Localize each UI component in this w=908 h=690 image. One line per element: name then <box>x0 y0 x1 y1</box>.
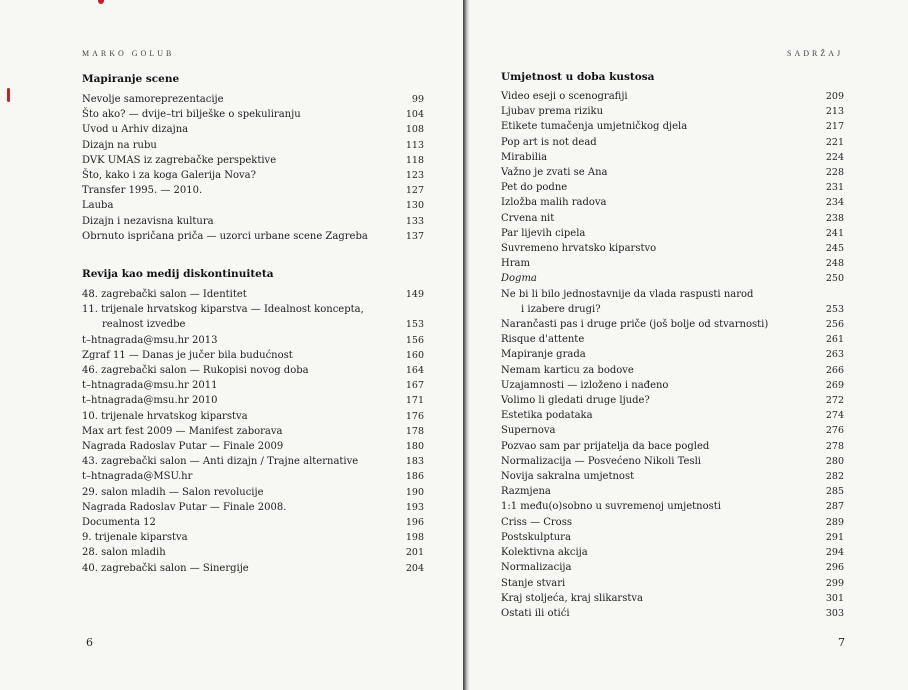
toc-entry-page-number: 209 <box>825 91 844 102</box>
toc-entry-title: Nagrada Radoslav Putar — Finale 2008. <box>82 501 287 513</box>
right-page <box>469 0 908 690</box>
toc-entry-title: Pet do podne <box>501 182 568 194</box>
toc-entry <box>82 469 424 484</box>
toc-entry <box>501 287 844 317</box>
toc-entry <box>501 515 844 530</box>
toc-entry <box>82 348 424 363</box>
toc-entry <box>82 515 424 530</box>
toc-entry-page-number: 217 <box>825 121 844 133</box>
toc-entry-page-number: 241 <box>825 227 844 239</box>
toc-entry-page-number: 190 <box>405 486 424 498</box>
toc-entry-title: Narančasti pas i druge priče (još bolje od stvarnosti) <box>501 319 769 331</box>
toc-entry <box>82 454 424 469</box>
toc-entry-page-number: 176 <box>405 410 424 422</box>
toc-entry-title: Važno je zvati se Ana <box>501 167 608 179</box>
toc-entry-page-number: 127 <box>405 185 424 197</box>
toc-entry <box>501 545 844 560</box>
toc-entry-title: Nemam karticu za bodove <box>501 364 634 376</box>
toc-entry-page-number: 164 <box>405 365 424 377</box>
toc-entry-title: Pozvao sam par prijatelja da bace pogled <box>501 440 710 452</box>
toc-entry-page-number: 167 <box>405 380 424 392</box>
toc-entry-page-number: 261 <box>825 334 844 346</box>
toc-entry-page-number: 204 <box>405 562 424 574</box>
toc-entry-page-number: 253 <box>825 303 844 315</box>
toc-entry-title: Što, kako i za koga Galerija Nova? <box>82 170 256 182</box>
toc-entry-title: Ostati ili otići <box>501 607 570 619</box>
toc-entry-page-number: 278 <box>825 440 844 452</box>
toc-entry <box>501 363 844 378</box>
toc-entry-page-number: 299 <box>825 577 844 589</box>
toc-entry-title: 28. salon mladih <box>82 547 166 559</box>
toc-entry-page-number: 248 <box>825 258 844 270</box>
toc-entry-page-number: 256 <box>825 319 844 331</box>
toc-entry-title <box>501 271 844 286</box>
toc-entry <box>82 214 424 229</box>
toc-entry <box>82 92 424 107</box>
toc-entry <box>501 271 844 286</box>
toc-entry-title: Volimo li gledati druge ljude? <box>501 395 650 407</box>
toc-entry <box>501 576 844 591</box>
toc-entry-page-number: 149 <box>405 289 424 300</box>
toc-entry <box>501 408 844 423</box>
toc-entry-page-number: 301 <box>825 592 844 604</box>
toc-entry <box>501 256 844 271</box>
toc-entry <box>501 469 844 484</box>
toc-entry <box>82 530 424 545</box>
toc-entry-title: Video eseji o scenografiji <box>501 91 628 102</box>
toc-entry-title: Uzajamnosti — izloženo i nađeno <box>501 379 669 391</box>
red-ink-mark <box>98 0 104 4</box>
toc-entry-page-number: 183 <box>405 456 424 468</box>
toc-entry <box>501 135 844 150</box>
toc-entry <box>82 198 424 213</box>
toc-entry <box>501 119 844 134</box>
toc-entry <box>82 485 424 500</box>
toc-entry <box>501 317 844 332</box>
toc-entry-page-number: 160 <box>405 349 424 361</box>
toc-entry-title: Kolektivna akcija <box>501 547 588 559</box>
toc-entry <box>82 333 424 348</box>
toc-entry-page-number: 123 <box>405 170 424 182</box>
toc-entry-title: Par lijevih cipela <box>501 227 586 239</box>
toc-entry-title: Transfer 1995. — 2010. <box>82 185 203 197</box>
toc-entry <box>82 229 424 244</box>
toc-entry-page-number: 108 <box>405 124 424 136</box>
toc-entry <box>82 424 424 439</box>
toc-entry-page-number: 250 <box>825 273 844 285</box>
toc-entry <box>501 439 844 454</box>
toc-entry <box>82 378 424 393</box>
toc-entry-title: 40. zagrebački salon — Sinergije <box>82 562 249 574</box>
toc-entry-page-number: 231 <box>825 182 844 194</box>
toc-entry <box>501 180 844 195</box>
toc-entry-page-number: 186 <box>405 471 424 483</box>
toc-entry-title: Risque d'attente <box>501 334 585 346</box>
toc-entry-page-number: 228 <box>825 167 844 179</box>
toc-entry-page-number: 276 <box>825 425 844 437</box>
toc-entry <box>82 561 424 576</box>
toc-entry <box>501 89 844 104</box>
toc-entry-title: DVK UMAS iz zagrebačke perspektive <box>82 154 277 166</box>
toc-entry <box>82 500 424 515</box>
section-title: Mapiranje scene <box>82 73 180 85</box>
toc-entry-page-number: 201 <box>405 547 424 559</box>
toc-entry-title-text: Dogma <box>501 273 537 285</box>
toc-entry-page-number: 282 <box>825 471 844 483</box>
toc-entry-page-number: 234 <box>825 197 844 209</box>
toc-entry <box>501 454 844 469</box>
toc-entry-title: Izložba malih radova <box>501 197 607 209</box>
toc-entry <box>501 226 844 241</box>
toc-entry-page-number: 294 <box>825 547 844 559</box>
toc-entry-title: Hram <box>501 258 530 270</box>
toc-entry <box>82 409 424 424</box>
toc-entry-page-number: 180 <box>405 441 424 453</box>
toc-entry-title: Estetika podataka <box>501 410 593 422</box>
toc-entry-page-number: 263 <box>825 349 844 361</box>
toc-entry-title: t–htnagrada@msu.hr 2010 <box>82 395 218 407</box>
toc-entry-page-number: 104 <box>405 109 424 121</box>
toc-entry <box>501 530 844 545</box>
toc-entry <box>501 606 844 621</box>
toc-entry <box>501 591 844 606</box>
toc-entry <box>501 560 844 575</box>
toc-entry-title: Lauba <box>82 200 114 212</box>
toc-entry <box>82 153 424 168</box>
toc-entry <box>82 363 424 378</box>
toc-entry <box>501 241 844 256</box>
toc-entry-page-number: 118 <box>405 154 424 166</box>
toc-entry <box>501 378 844 393</box>
toc-entry <box>82 183 424 198</box>
toc-entry-title-continued: i izabere drugi? <box>521 303 601 315</box>
toc-entry-title-continued: realnost izvedbe <box>102 319 186 331</box>
toc-entry <box>501 423 844 438</box>
toc-entry-page-number: 303 <box>825 607 844 619</box>
toc-entry-page-number: 224 <box>825 151 844 163</box>
toc-entry-title: t–htnagrada@msu.hr 2011 <box>82 380 218 392</box>
toc-entry-title: Suvremeno hrvatsko kiparstvo <box>501 243 657 255</box>
toc-entry-title: t–htnagrada@MSU.hr <box>82 471 193 483</box>
toc-entry-page-number: 156 <box>405 334 424 346</box>
toc-entry <box>501 393 844 408</box>
toc-entry-page-number: 272 <box>825 395 844 407</box>
toc-entry-title: Razmjena <box>501 486 551 498</box>
running-head-author: MARKO GOLUB <box>82 49 175 58</box>
toc-entry-title: 46. zagrebački salon — Rukopisi novog doba <box>82 365 309 377</box>
toc-entry-page-number: 287 <box>825 501 844 513</box>
toc-entry <box>501 195 844 210</box>
toc-entry-page-number: 269 <box>825 379 844 391</box>
toc-entry-title: Dizajn i nezavisna kultura <box>82 215 214 227</box>
toc-list <box>82 287 424 576</box>
toc-entry-page-number: 113 <box>405 139 424 151</box>
toc-entry <box>82 287 424 302</box>
red-ink-mark <box>7 88 10 102</box>
toc-entry <box>82 107 424 122</box>
toc-entry-page-number: 196 <box>405 517 424 529</box>
toc-entry-page-number: 178 <box>405 425 424 437</box>
toc-entry-page-number: 238 <box>825 212 844 224</box>
toc-entry-page-number: 291 <box>825 531 844 543</box>
toc-entry-page-number: 213 <box>825 106 844 118</box>
toc-entry-title: Što ako? — dvije–tri bilješke o spekuliranju <box>82 109 301 121</box>
toc-entry-page-number: 221 <box>825 136 844 148</box>
toc-entry <box>501 332 844 347</box>
toc-entry-title: Normalizacija — Posvećeno Nikoli Tesli <box>501 455 701 467</box>
toc-entry-title: Ljubav prema riziku <box>501 106 604 118</box>
toc-entry <box>501 211 844 226</box>
toc-entry <box>501 104 844 119</box>
toc-entry-title: 43. zagrebački salon — Anti dizajn / Trajne alternative <box>82 456 359 468</box>
section-title: Umjetnost u doba kustosa <box>501 71 655 83</box>
toc-entry-page-number: 198 <box>405 532 424 544</box>
toc-entry-page-number: 133 <box>405 215 424 227</box>
toc-entry-page-number: 193 <box>405 501 424 513</box>
toc-entry <box>82 122 424 137</box>
toc-entry-title: 29. salon mladih — Salon revolucije <box>82 486 264 498</box>
toc-entry <box>501 347 844 362</box>
toc-entry-title: Etikete tumačenja umjetničkog djela <box>501 121 688 133</box>
toc-entry <box>82 545 424 560</box>
toc-entry-title: Documenta 12 <box>82 517 156 529</box>
toc-entry-page-number: 153 <box>405 319 424 331</box>
toc-entry-title: Ne bi li bilo jednostavnije da vlada raspusti narod <box>501 288 754 300</box>
toc-entry <box>501 499 844 514</box>
toc-entry-title: Nagrada Radoslav Putar — Finale 2009 <box>82 441 284 453</box>
toc-entry-title: Mirabilia <box>501 151 548 163</box>
toc-entry-title: Nevolje samoreprezentacije <box>82 94 224 105</box>
toc-entry-page-number: 274 <box>825 410 844 422</box>
toc-entry-page-number: 296 <box>825 562 844 574</box>
toc-entry-title: Crvena nit <box>501 212 555 224</box>
toc-entry-title: Dizajn na rubu <box>82 139 157 151</box>
toc-entry-page-number: 285 <box>825 486 844 498</box>
toc-entry-title: Max art fest 2009 — Manifest zaborava <box>82 425 283 437</box>
running-head-contents: SADRŽAJ <box>787 49 844 58</box>
toc-entry <box>501 484 844 499</box>
page-number: 7 <box>838 636 845 649</box>
toc-entry-title: 9. trijenale kiparstva <box>82 532 188 544</box>
toc-entry <box>82 138 424 153</box>
toc-entry <box>82 302 424 332</box>
toc-entry-title: Criss — Cross <box>501 516 572 528</box>
toc-list <box>82 92 424 244</box>
toc-entry-title: Novija sakralna umjetnost <box>501 471 635 483</box>
toc-entry-title: 1:1 među(o)sobno u suvremenoj umjetnosti <box>501 501 721 513</box>
toc-entry-title: 10. trijenale hrvatskog kiparstva <box>82 410 248 422</box>
toc-entry <box>501 150 844 165</box>
toc-entry-page-number: 137 <box>405 230 424 242</box>
toc-entry-title: Pop art is not dead <box>501 136 597 148</box>
toc-entry <box>82 439 424 454</box>
toc-entry-page-number: 280 <box>825 455 844 467</box>
toc-list <box>501 89 844 621</box>
toc-entry-title: Postskulptura <box>501 531 571 543</box>
toc-entry-page-number: 266 <box>825 364 844 376</box>
toc-entry <box>82 168 424 183</box>
toc-entry-title: Mapiranje grada <box>501 349 586 361</box>
toc-entry-page-number: 245 <box>825 243 844 255</box>
toc-entry-title: 11. trijenale hrvatskog kiparstva — Idealnost koncepta, <box>82 304 364 316</box>
toc-entry-title: Supernova <box>501 425 556 437</box>
page-number: 6 <box>86 636 93 649</box>
toc-entry-title: Normalizacija <box>501 562 572 574</box>
toc-entry-title: 48. zagrebački salon — Identitet <box>82 289 247 300</box>
toc-entry-title: Uvod u Arhiv dizajna <box>82 124 189 136</box>
toc-entry-page-number: 99 <box>411 94 424 105</box>
toc-entry-title: Zgraf 11 — Danas je jučer bila budućnost <box>82 349 293 361</box>
toc-entry-title: Kraj stoljeća, kraj slikarstva <box>501 592 643 604</box>
toc-entry <box>501 165 844 180</box>
toc-entry-page-number: 130 <box>405 200 424 212</box>
toc-entry <box>82 393 424 408</box>
toc-entry-title: Stanje stvari <box>501 577 566 589</box>
toc-entry-page-number: 289 <box>825 516 844 528</box>
section-title: Revija kao medij diskontinuiteta <box>82 268 274 280</box>
toc-entry-title: t–htnagrada@msu.hr 2013 <box>82 334 218 346</box>
toc-entry-page-number: 171 <box>405 395 424 407</box>
toc-entry-title: Obrnuto ispričana priča — uzorci urbane scene Zagreba <box>82 230 368 242</box>
